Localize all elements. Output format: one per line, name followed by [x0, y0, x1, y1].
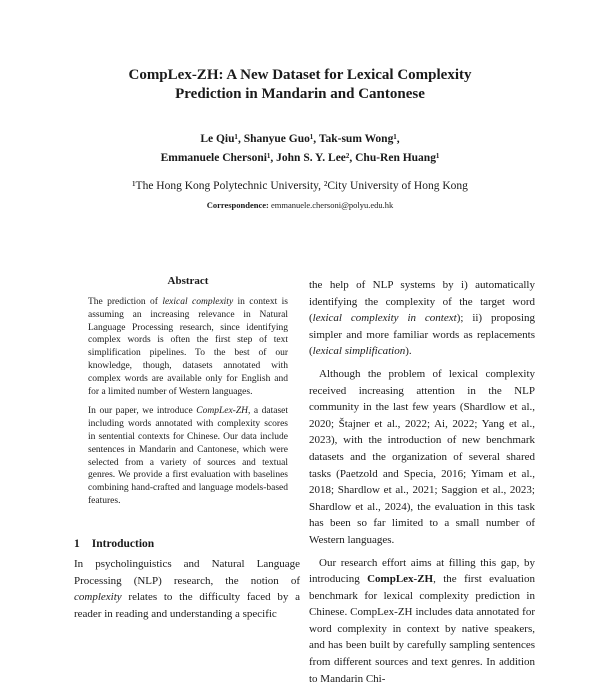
intro-paragraph: [74, 556, 300, 622]
abstract-paragraph-1: [88, 296, 288, 398]
author-list: [60, 130, 540, 168]
correspondence-email[interactable]: emmanuele.chersoni@polyu.edu.hk: [270, 200, 394, 210]
right-p1-emphasis-1: lexical complexity in context: [312, 312, 457, 325]
correspondence: [60, 199, 540, 211]
right-p3-text-a: Our research effort aims at filling this gap, by introducing: [309, 556, 535, 586]
abstract-p1-emphasis: lexical complexity: [162, 297, 234, 307]
authors-line-2: Emmanuele Chersoni¹, John S. Y. Lee², Chu-Ren Huang¹: [160, 152, 440, 164]
section-heading-introduction: [74, 538, 166, 550]
abstract-p1-text-a: The prediction of: [88, 297, 163, 307]
title-line-2: Prediction in Mandarin and Cantonese: [175, 86, 425, 102]
right-p3-text-b: , the first evaluation benchmark for lexical complexity prediction in Chinese. CompLex-ZH includes data annotated for word complexity in context by native speakers, and has been built by carefully sampling sentences from different sources and text genres. In addition to Mandarin Chi-: [309, 573, 535, 685]
intro-text-a: In psycholinguistics and Natural Language Processing (NLP) research, the notion of: [74, 558, 300, 587]
section-number: 1: [74, 538, 80, 550]
abstract-p2-text-b: , a dataset including words annotated with complexity scores in sentential contexts for Chinese. Our data include sentences in Mandarin and Cantonese, which were selected from a variety of sources and textual genres. We provide a first evaluation with baselines combining hand-crafted and language models-based features.: [88, 406, 289, 506]
authors-line-1: Le Qiu¹, Shanyue Guo¹, Tak-sum Wong¹,: [200, 133, 400, 145]
intro-emphasis: complexity: [74, 591, 122, 603]
right-column: [309, 277, 535, 693]
right-p1-text-b: ); ii) proposing simpler and more familiar words as replacements (: [309, 312, 536, 358]
abstract-heading: Abstract: [167, 275, 209, 287]
right-p1-text-c: ).: [405, 345, 412, 358]
affiliations: ¹The Hong Kong Polytechnic University, ²City University of Hong Kong: [132, 180, 468, 192]
introduction-text: [74, 556, 300, 622]
right-p1-text-a: the help of NLP systems by i) automatically identifying the complexity of the target word (: [309, 279, 535, 325]
abstract-body: [88, 296, 288, 515]
correspondence-label: Correspondence:: [206, 200, 269, 210]
right-p1-emphasis-2: lexical simplification: [312, 345, 406, 358]
right-p3-strong: CompLex-ZH: [367, 573, 434, 586]
abstract-p2-emphasis: CompLex-ZH: [196, 406, 248, 417]
right-paragraph-1: [309, 277, 535, 360]
right-paragraph-3: [309, 555, 535, 688]
paper-title: [60, 66, 540, 104]
title-line-1: CompLex-ZH: A New Dataset for Lexical Complexity: [128, 67, 472, 83]
abstract-p1-text-b: in context is assuming an increasing relevance in Natural Language Processing research, since identifying complex words is often the first step of text simplification pipelines. To the best of our knowledge, though, datasets annotated with complex words are available only for English and for a limited number of Western languages.: [88, 297, 288, 397]
section-title: Introduction: [91, 538, 155, 550]
intro-text-b: relates to the difficulty faced by a reader in reading and understanding a specific: [74, 591, 300, 620]
abstract-p2-text-a: In our paper, we introduce: [88, 406, 197, 417]
abstract-paragraph-2: [88, 405, 288, 507]
right-paragraph-2: Although the problem of lexical complexity received increasing attention in the NLP community in the last few years (Shardlow et al., 2020; Štajner et al., 2022; Ai, 2022; Yang et al., 2023), with the introduction of new benchmark datasets and the organization of several shared tasks (Paetzold and Specia, 2016; Yimam et al., 2018; Shardlow et al., 2021; Saggion et al., 2023; Shardlow et al., 2024), the evaluation in this task has been so far limited to a small number of Western languages.: [309, 367, 535, 546]
